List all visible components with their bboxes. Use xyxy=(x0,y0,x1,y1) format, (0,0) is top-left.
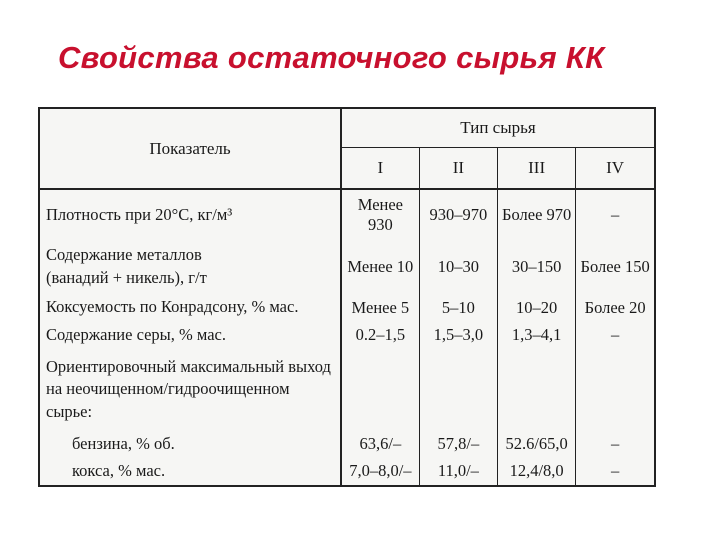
cell-type-1: Менее 5 xyxy=(341,294,419,321)
cell-type-2: 10–30 xyxy=(419,239,497,294)
cell-type-4: – xyxy=(611,461,620,481)
cell-type-1: Менее 10 xyxy=(341,239,419,294)
properties-table xyxy=(40,109,654,485)
cell-type-3: 12,4/8,0 xyxy=(498,458,576,485)
row-label xyxy=(40,189,341,239)
cell-type-1: Менее 930 xyxy=(341,189,419,239)
header-type-3: III xyxy=(498,148,576,190)
slide-title: Свойства остаточного сырья КК xyxy=(58,40,605,75)
cell-type-2: 930–970 xyxy=(419,189,497,239)
row-label xyxy=(40,239,341,294)
row-label-line: Содержание металлов xyxy=(46,245,202,265)
properties-table-image xyxy=(38,107,656,487)
table-row xyxy=(40,458,654,485)
row-label xyxy=(40,294,341,321)
cell-type-2 xyxy=(419,348,497,430)
table-row xyxy=(40,321,654,348)
row-label-line: Ориентировочный максимальный выход xyxy=(46,357,331,376)
cell-type-3: 10–20 xyxy=(498,294,576,321)
cell-type-3: 52.6/65,0 xyxy=(498,430,576,457)
table-row xyxy=(40,430,654,457)
cell-type-3: 1,3–4,1 xyxy=(498,321,576,348)
row-label-line: Коксуемость по Конрадсону, % мас. xyxy=(46,297,299,317)
row-label-line: бензина, % об. xyxy=(72,433,175,453)
row-label xyxy=(40,430,341,457)
header-type-2: II xyxy=(419,148,497,190)
cell-type-4 xyxy=(576,348,654,430)
header-type-1: I xyxy=(341,148,419,190)
cell-type-1 xyxy=(341,348,419,430)
cell-type-4: – xyxy=(611,204,620,224)
row-label-line: кокса, % мас. xyxy=(72,461,166,481)
header-type-4: IV xyxy=(576,148,654,190)
cell-type-4: – xyxy=(611,434,620,453)
cell-type-1: 0.2–1,5 xyxy=(341,321,419,348)
table-row xyxy=(40,348,654,430)
table-row xyxy=(40,239,654,294)
row-label-line: на неочищенном/гидроочищенном сырье: xyxy=(46,379,290,421)
cell-type-4: – xyxy=(611,324,620,344)
row-label xyxy=(40,458,341,485)
cell-type-1: 7,0–8,0/– xyxy=(341,458,419,485)
cell-type-2: 11,0/– xyxy=(419,458,497,485)
cell-type-2: 57,8/– xyxy=(419,430,497,457)
cell-type-4: Более 20 xyxy=(584,297,646,317)
row-label-line: Плотность при 20°С, кг/м³ xyxy=(46,204,233,224)
cell-type-1: 63,6/– xyxy=(341,430,419,457)
cell-type-3: Более 970 xyxy=(498,189,576,239)
row-label-line: (ванадий + никель), г/т xyxy=(46,267,207,287)
header-feed-type: Тип сырья xyxy=(341,109,654,148)
table-row xyxy=(40,189,654,239)
row-label-line: Содержание серы, % мас. xyxy=(46,324,226,344)
cell-type-2: 1,5–3,0 xyxy=(419,321,497,348)
row-label xyxy=(40,321,341,348)
header-parameter: Показатель xyxy=(40,109,341,189)
cell-type-2: 5–10 xyxy=(419,294,497,321)
cell-type-3 xyxy=(498,348,576,430)
table-row xyxy=(40,294,654,321)
cell-type-4: Более 150 xyxy=(580,256,650,276)
row-label xyxy=(40,348,341,430)
cell-type-3: 30–150 xyxy=(498,239,576,294)
